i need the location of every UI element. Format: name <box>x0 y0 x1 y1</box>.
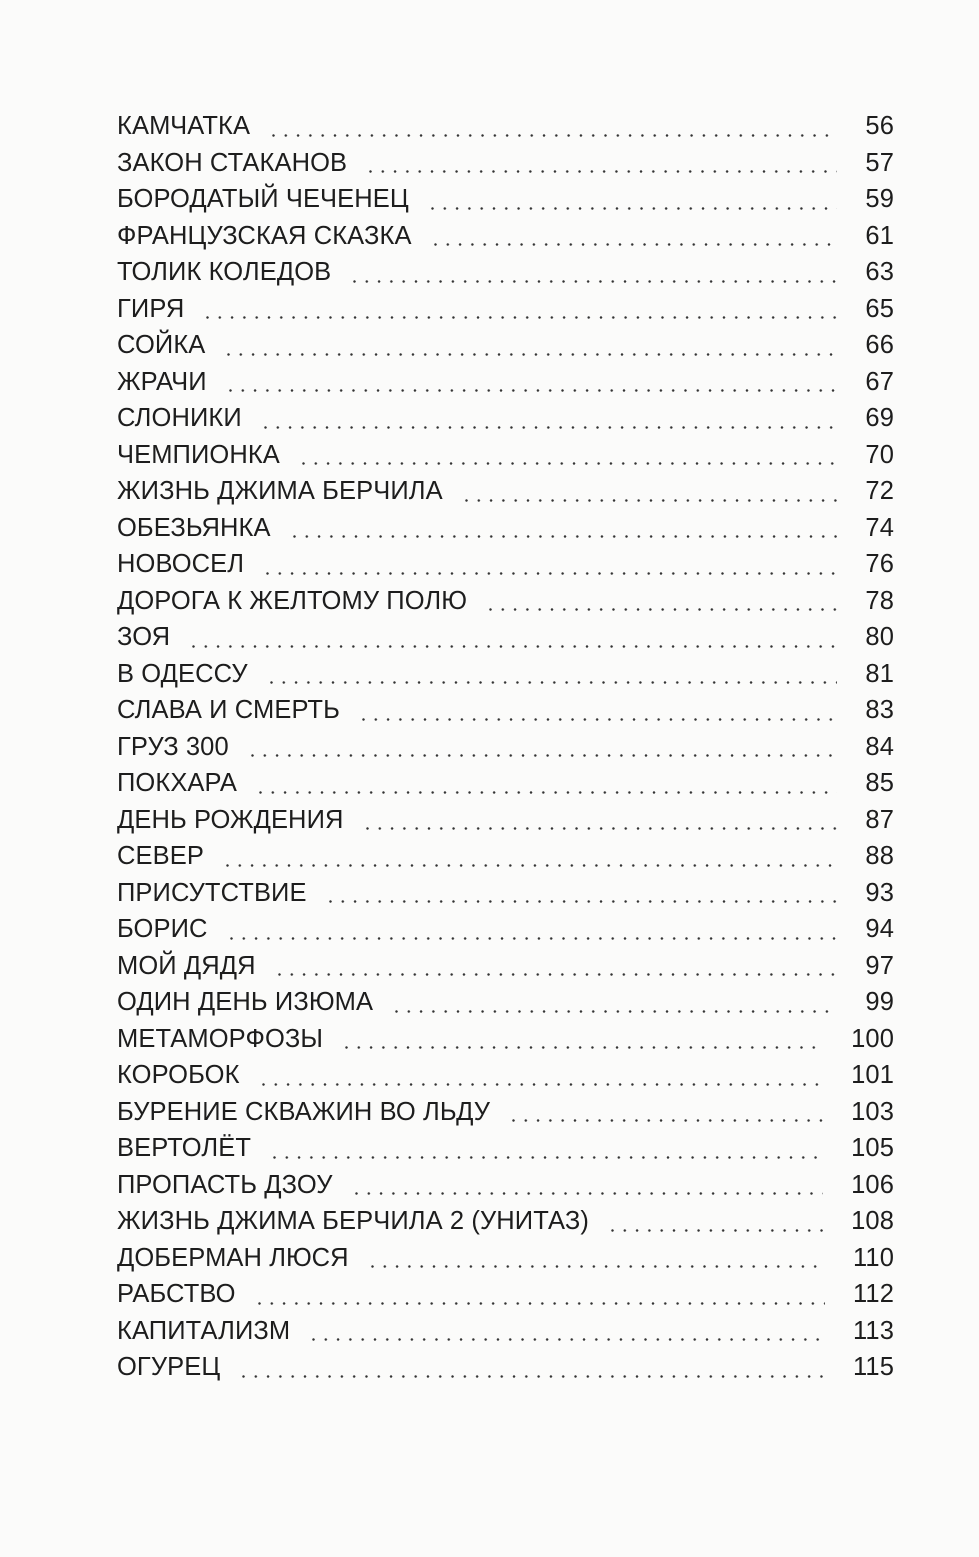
dot-leader <box>353 280 837 283</box>
dot-leader <box>242 1375 825 1378</box>
toc-entry[interactable] <box>117 1021 894 1058</box>
toc-entry-page-number: 100 <box>851 1024 894 1053</box>
toc-entry-title: КАМЧАТКА <box>117 112 251 140</box>
toc-entry[interactable] <box>117 437 894 474</box>
toc-entry-page-number: 67 <box>865 367 894 396</box>
toc-entry-page-number: 76 <box>865 550 894 578</box>
toc-entry-page-number: 78 <box>865 586 894 615</box>
toc-entry-title: ГРУЗ 300 <box>117 732 229 761</box>
toc-entry[interactable] <box>117 911 894 948</box>
toc-entry-page-number: 88 <box>865 842 894 870</box>
toc-entry-title: БУРЕНИЕ СКВАЖИН ВО ЛЬДУ <box>117 1097 491 1126</box>
toc-entry-title: В ОДЕССУ <box>117 659 248 688</box>
toc-entry[interactable] <box>117 510 894 547</box>
toc-entry-page-number: 110 <box>853 1243 894 1272</box>
toc-entry-page-number: 94 <box>865 915 894 943</box>
toc-entry-title: ФРАНЦУЗСКАЯ СКАЗКА <box>117 221 412 250</box>
dot-leader <box>293 535 838 538</box>
dot-leader <box>266 572 837 575</box>
toc-entry-title: ДОРОГА К ЖЕЛТОМУ ПОЛЮ <box>117 586 468 615</box>
toc-entry-title: ЖИЗНЬ ДЖИМА БЕРЧИЛА 2 (УНИТАЗ) <box>117 1207 589 1235</box>
dot-leader <box>366 827 838 830</box>
toc-entry-page-number: 103 <box>851 1097 894 1126</box>
toc-entry-title: ЖИЗНЬ ДЖИМА БЕРЧИЛА <box>117 477 443 505</box>
toc-entry[interactable] <box>117 400 894 437</box>
toc-entry-page-number: 115 <box>853 1353 894 1381</box>
dot-leader <box>431 207 838 210</box>
toc-entry[interactable] <box>117 1094 894 1131</box>
toc-entry-title: ДЕНЬ РОЖДЕНИЯ <box>117 805 344 834</box>
toc-entry[interactable] <box>117 145 894 182</box>
dot-leader <box>355 1192 824 1195</box>
toc-entry-page-number: 59 <box>865 185 894 213</box>
toc-entry-title: ВЕРТОЛЁТ <box>117 1134 251 1162</box>
toc-entry-title: ДОБЕРМАН ЛЮСЯ <box>117 1243 349 1272</box>
toc-entry-page-number: 72 <box>865 477 894 505</box>
dot-leader <box>278 973 838 976</box>
toc-entry[interactable] <box>117 1276 894 1313</box>
toc-entry-title: РАБСТВО <box>117 1280 236 1308</box>
toc-entry[interactable] <box>117 729 894 766</box>
toc-entry-title: СЛОНИКИ <box>117 404 242 432</box>
toc-entry-page-number: 81 <box>865 659 894 688</box>
dot-leader <box>226 864 837 867</box>
toc-entry-page-number: 101 <box>851 1061 894 1089</box>
toc-entry-title: ПОКХАРА <box>117 769 238 797</box>
toc-entry-title: СЛАВА И СМЕРТЬ <box>117 696 340 724</box>
toc-entry-page-number: 84 <box>865 732 894 761</box>
toc-entry[interactable] <box>117 802 894 839</box>
toc-entry-title: ПРИСУТСТВИЕ <box>117 878 307 907</box>
toc-entry-title: МОЙ ДЯДЯ <box>117 951 256 980</box>
toc-entry-title: ПРОПАСТЬ ДЗОУ <box>117 1170 333 1199</box>
toc-entry-title: ЧЕМПИОНКА <box>117 440 280 469</box>
dot-leader <box>302 462 838 465</box>
dot-leader <box>264 426 838 429</box>
toc-entry-title: ОБЕЗЬЯНКА <box>117 513 271 542</box>
toc-entry[interactable] <box>117 364 894 401</box>
table-of-contents <box>117 108 894 1386</box>
dot-leader <box>230 937 838 940</box>
toc-entry[interactable] <box>117 948 894 985</box>
toc-entry-page-number: 63 <box>865 258 894 286</box>
toc-entry[interactable] <box>117 838 894 875</box>
toc-entry-page-number: 61 <box>865 221 894 250</box>
toc-entry[interactable] <box>117 327 894 364</box>
dot-leader <box>206 316 837 319</box>
dot-leader <box>434 243 838 246</box>
toc-entry[interactable] <box>117 546 894 583</box>
toc-entry-title: КАПИТАЛИЗМ <box>117 1316 291 1345</box>
dot-leader <box>512 1119 823 1122</box>
toc-entry[interactable] <box>117 656 894 693</box>
toc-entry-title: ОГУРЕЦ <box>117 1353 221 1381</box>
toc-entry-page-number: 56 <box>865 112 894 140</box>
dot-leader <box>258 1302 825 1305</box>
toc-entry-title: ТОЛИК КОЛЕДОВ <box>117 258 332 286</box>
dot-leader <box>329 900 838 903</box>
toc-entry-page-number: 112 <box>853 1280 894 1308</box>
toc-entry-title: СОЙКА <box>117 331 206 359</box>
dot-leader <box>362 718 837 721</box>
dot-leader <box>611 1229 823 1232</box>
toc-entry-title: ЖРАЧИ <box>117 367 207 396</box>
toc-entry[interactable] <box>117 583 894 620</box>
toc-entry[interactable] <box>117 181 894 218</box>
toc-entry-title: БОРИС <box>117 915 208 943</box>
toc-entry[interactable] <box>117 291 894 328</box>
toc-entry-page-number: 99 <box>865 988 894 1016</box>
dot-leader <box>489 608 837 611</box>
toc-entry-page-number: 74 <box>865 513 894 542</box>
dot-leader <box>371 1265 825 1268</box>
toc-entry-title: ЗОЯ <box>117 623 171 651</box>
toc-entry[interactable] <box>117 1240 894 1277</box>
dot-leader <box>395 1010 837 1013</box>
toc-entry[interactable] <box>117 692 894 729</box>
toc-entry-page-number: 70 <box>865 440 894 469</box>
dot-leader <box>192 645 837 648</box>
toc-entry-title: НОВОСЕЛ <box>117 550 245 578</box>
toc-entry[interactable] <box>117 1057 894 1094</box>
toc-entry-page-number: 65 <box>865 294 894 323</box>
toc-entry-page-number: 106 <box>851 1170 894 1199</box>
toc-entry-page-number: 80 <box>865 623 894 651</box>
toc-entry-title: БОРОДАТЫЙ ЧЕЧЕНЕЦ <box>117 185 409 213</box>
toc-entry-title: СЕВЕР <box>117 842 204 870</box>
toc-entry[interactable] <box>117 1167 894 1204</box>
toc-entry[interactable] <box>117 765 894 802</box>
dot-leader <box>312 1338 825 1341</box>
toc-entry-page-number: 69 <box>865 404 894 432</box>
toc-entry-page-number: 108 <box>851 1207 894 1235</box>
toc-entry[interactable] <box>117 1349 894 1386</box>
dot-leader <box>465 499 838 502</box>
toc-entry-page-number: 113 <box>853 1316 894 1345</box>
toc-entry-title: ЗАКОН СТАКАНОВ <box>117 148 348 177</box>
dot-leader <box>251 754 838 757</box>
toc-entry[interactable] <box>117 1313 894 1350</box>
toc-entry[interactable] <box>117 254 894 291</box>
toc-entry-page-number: 105 <box>851 1134 894 1162</box>
toc-entry-page-number: 66 <box>865 331 894 359</box>
toc-entry-title: МЕТАМОРФОЗЫ <box>117 1024 324 1053</box>
toc-entry[interactable] <box>117 1130 894 1167</box>
toc-entry-page-number: 93 <box>865 878 894 907</box>
dot-leader <box>273 1156 823 1159</box>
toc-entry[interactable] <box>117 218 894 255</box>
toc-entry-title: КОРОБОК <box>117 1061 240 1089</box>
toc-entry[interactable] <box>117 984 894 1021</box>
toc-entry[interactable] <box>117 619 894 656</box>
toc-entry[interactable] <box>117 473 894 510</box>
dot-leader <box>345 1046 823 1049</box>
toc-entry-title: ГИРЯ <box>117 294 185 323</box>
dot-leader <box>259 791 837 794</box>
toc-entry-page-number: 57 <box>865 148 894 177</box>
toc-entry-page-number: 87 <box>865 805 894 834</box>
dot-leader <box>369 170 837 173</box>
dot-leader <box>262 1083 824 1086</box>
dot-leader <box>272 134 837 137</box>
dot-leader <box>229 389 838 392</box>
toc-entry[interactable] <box>117 1203 894 1240</box>
dot-leader <box>270 681 838 684</box>
toc-entry[interactable] <box>117 875 894 912</box>
toc-entry[interactable] <box>117 108 894 145</box>
toc-entry-title: ОДИН ДЕНЬ ИЗЮМА <box>117 988 374 1016</box>
dot-leader <box>227 353 837 356</box>
toc-entry-page-number: 83 <box>865 696 894 724</box>
toc-entry-page-number: 85 <box>865 769 894 797</box>
toc-entry-page-number: 97 <box>865 951 894 980</box>
